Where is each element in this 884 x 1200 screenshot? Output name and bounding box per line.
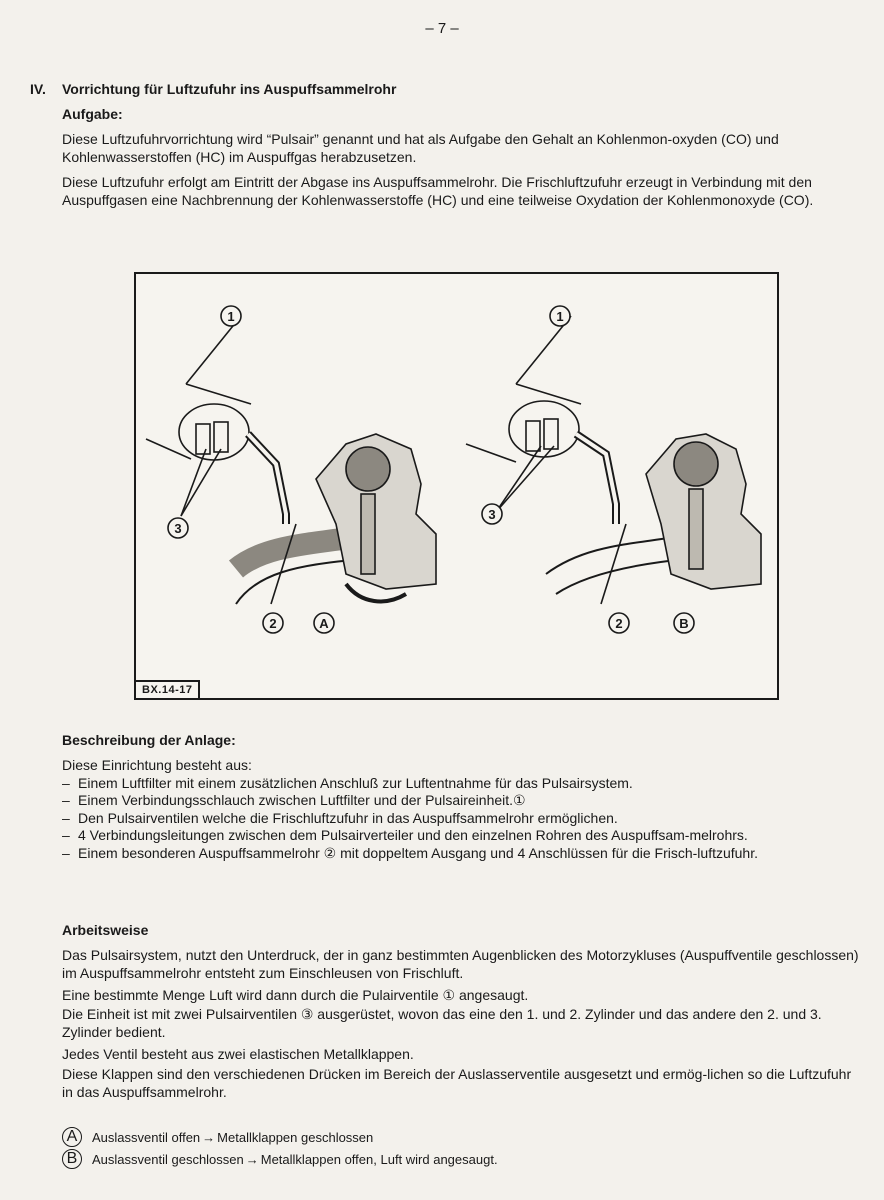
pulsair-figure <box>134 272 779 700</box>
operation-paragraph-1: Das Pulsairsystem, nutzt den Unterdruck, der in ganz bestimmten Augenblicken des Motorzykluses (Auspuffventile geschlossen) im Auspuffsammelrohr entsteht zum Einschleusen von Frischluft. <box>62 947 859 981</box>
operation-paragraph-5: Diese Klappen sind den verschiedenen Drücken im Bereich der Auslasserventile ausgesetzt und ermög-lichen so die Luftzufuhr in das Auspuffsammelrohr. <box>62 1066 852 1100</box>
legend-condition-a: Auslassventil offen <box>92 1129 201 1145</box>
list-item-text: Einem Verbindungsschlauch zwischen Luftfilter und der Pulsaireinheit.① <box>78 792 526 808</box>
legend-result-b: Metallklappen offen, Luft wird angesaugt. <box>260 1151 498 1167</box>
figure-label-two-left: 2 <box>269 616 277 631</box>
arrow-icon: → <box>245 1151 259 1167</box>
legend-badge-b: B <box>62 1149 82 1169</box>
legend-row-a <box>62 1126 498 1148</box>
section-title: Vorrichtung für Luftzufuhr ins Auspuffsammelrohr <box>62 81 397 97</box>
task-paragraph-1: Diese Luftzufuhrvorrichtung wird “Pulsair” genannt und hat als Aufgabe den Gehalt an Kohlenmon-oxyden (CO) und Kohlenwasserstoffen (HC) im Auspuffgas herabzusetzen. <box>62 131 779 165</box>
figure-label-b: B <box>679 616 689 631</box>
pulsair-illustration <box>136 274 777 698</box>
list-item: – Einem Luftfilter mit einem zusätzlichen Anschluß zur Luftentnahme für das Pulsairsystem. <box>62 774 633 791</box>
list-item: – Den Pulsairventilen welche die Frischluftzufuhr in das Auspuffsammelrohr ermöglichen. <box>62 809 618 826</box>
description-intro: Diese Einrichtung besteht aus: <box>62 757 252 773</box>
legend <box>62 1126 498 1170</box>
figure-label-two-right: 2 <box>615 616 623 631</box>
list-item-text: Den Pulsairventilen welche die Frischluftzufuhr in das Auspuffsammelrohr ermöglichen. <box>78 809 618 826</box>
list-item-text: 4 Verbindungsleitungen zwischen dem Pulsairverteiler und den einzelnen Rohren des Auspuffsam-melrohrs. <box>78 827 748 843</box>
task-paragraph-2: Diese Luftzufuhr erfolgt am Eintritt der Abgase ins Auspuffsammelrohr. Die Frischluftzufuhr erzeugt in Verbindung mit den Auspuffgasen eine Nachbrennung der Kohlenwasserstoffe (HC) und eine teilweise Oxydation der Kohlenmonoxyde (CO). <box>62 174 814 208</box>
legend-row-b <box>62 1148 498 1170</box>
list-item-text: Einem Luftfilter mit einem zusätzlichen Anschluß zur Luftentnahme für das Pulsairsystem. <box>78 774 633 791</box>
figure-label-one-right: 1 <box>556 309 564 324</box>
figure-label-three-left: 3 <box>174 521 182 536</box>
list-item: – Einem besonderen Auspuffsammelrohr ② mit doppeltem Ausgang und 4 Anschlüssen für die Frisch-luftzufuhr. <box>62 844 758 861</box>
list-item-text: Einem besonderen Auspuffsammelrohr ② mit doppeltem Ausgang und 4 Anschlüssen für die Frisch-luftzufuhr. <box>78 844 758 861</box>
operation-paragraph-4: Jedes Ventil besteht aus zwei elastischen Metallklappen. <box>62 1046 414 1062</box>
arrow-icon: → <box>202 1129 216 1145</box>
task-heading: Aufgabe: <box>62 106 123 122</box>
legend-result-a: Metallklappen geschlossen <box>217 1129 374 1145</box>
section-number: IV. <box>30 81 46 97</box>
list-item: – 4 Verbindungsleitungen zwischen dem Pulsairverteiler und den einzelnen Rohren des Auspuffsam-melrohrs. <box>62 827 748 843</box>
figure-label-a: A <box>319 616 329 631</box>
figure-code: BX.14-17 <box>134 680 200 700</box>
page-number: – 7 – <box>425 20 459 37</box>
operation-paragraph-3: Die Einheit ist mit zwei Pulsairventilen ③ ausgerüstet, wovon das eine den 1. und 2. Zylinder und das andere den 2. und 3. Zylinder bedient. <box>62 1006 822 1040</box>
description-list <box>62 757 862 862</box>
legend-condition-b: Auslassventil geschlossen <box>92 1151 244 1167</box>
operation-heading: Arbeitsweise <box>62 922 149 938</box>
figure-label-three-right: 3 <box>488 507 496 522</box>
section-heading <box>30 81 396 97</box>
list-item: – Einem Verbindungsschlauch zwischen Luftfilter und der Pulsaireinheit.① <box>62 792 526 808</box>
description-heading: Beschreibung der Anlage: <box>62 732 236 748</box>
figure-label-one-left: 1 <box>227 309 235 324</box>
operation-paragraph-2: Eine bestimmte Menge Luft wird dann durch die Pulairventile ① angesaugt. <box>62 987 529 1003</box>
legend-badge-a: A <box>62 1127 82 1147</box>
